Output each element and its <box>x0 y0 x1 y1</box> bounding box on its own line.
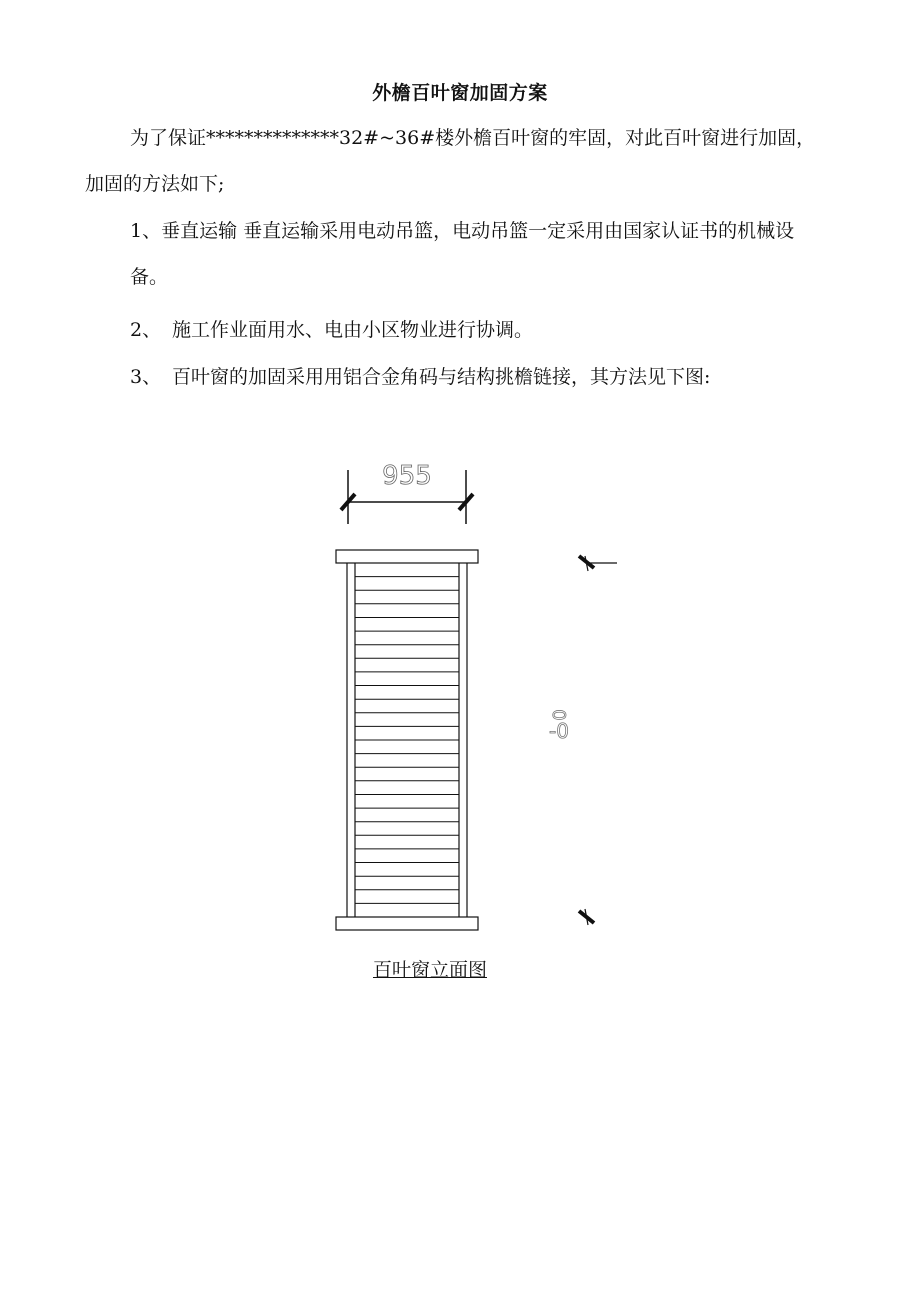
list-item-3-number: 3、 <box>130 366 162 388</box>
document-title: 外檐百叶窗加固方案 <box>372 82 548 104</box>
side-dimension-label: -0 <box>549 719 569 743</box>
list-item-2-number: 2、 <box>130 319 162 341</box>
list-item-1-number: 1、 <box>130 220 162 242</box>
list-item-2-text: 施工作业面用水、电由小区物业进行协调。 <box>172 319 534 341</box>
list-item-3-text: 百叶窗的加固采用用铝合金角码与结构挑檐链接，其方法见下图: <box>172 366 711 388</box>
width-dimension-label: 955 <box>382 461 432 491</box>
intro-paragraph: 为了保证**************32#~36#楼外檐百叶窗的牢固，对此百叶窗进行加固，加固的方法如下; <box>85 127 816 195</box>
bottom-sill <box>336 917 478 930</box>
figure-caption: 百叶窗立面图 <box>372 959 487 981</box>
side-dimension <box>579 556 617 925</box>
list-item-1-text: 垂直运输 垂直运输采用电动吊篮，电动吊篮一定采用由国家认证书的机械设备。 <box>130 220 795 288</box>
side-dimension-mark: 0 <box>548 709 569 721</box>
top-sill <box>336 550 478 563</box>
louver-slats <box>355 577 459 904</box>
